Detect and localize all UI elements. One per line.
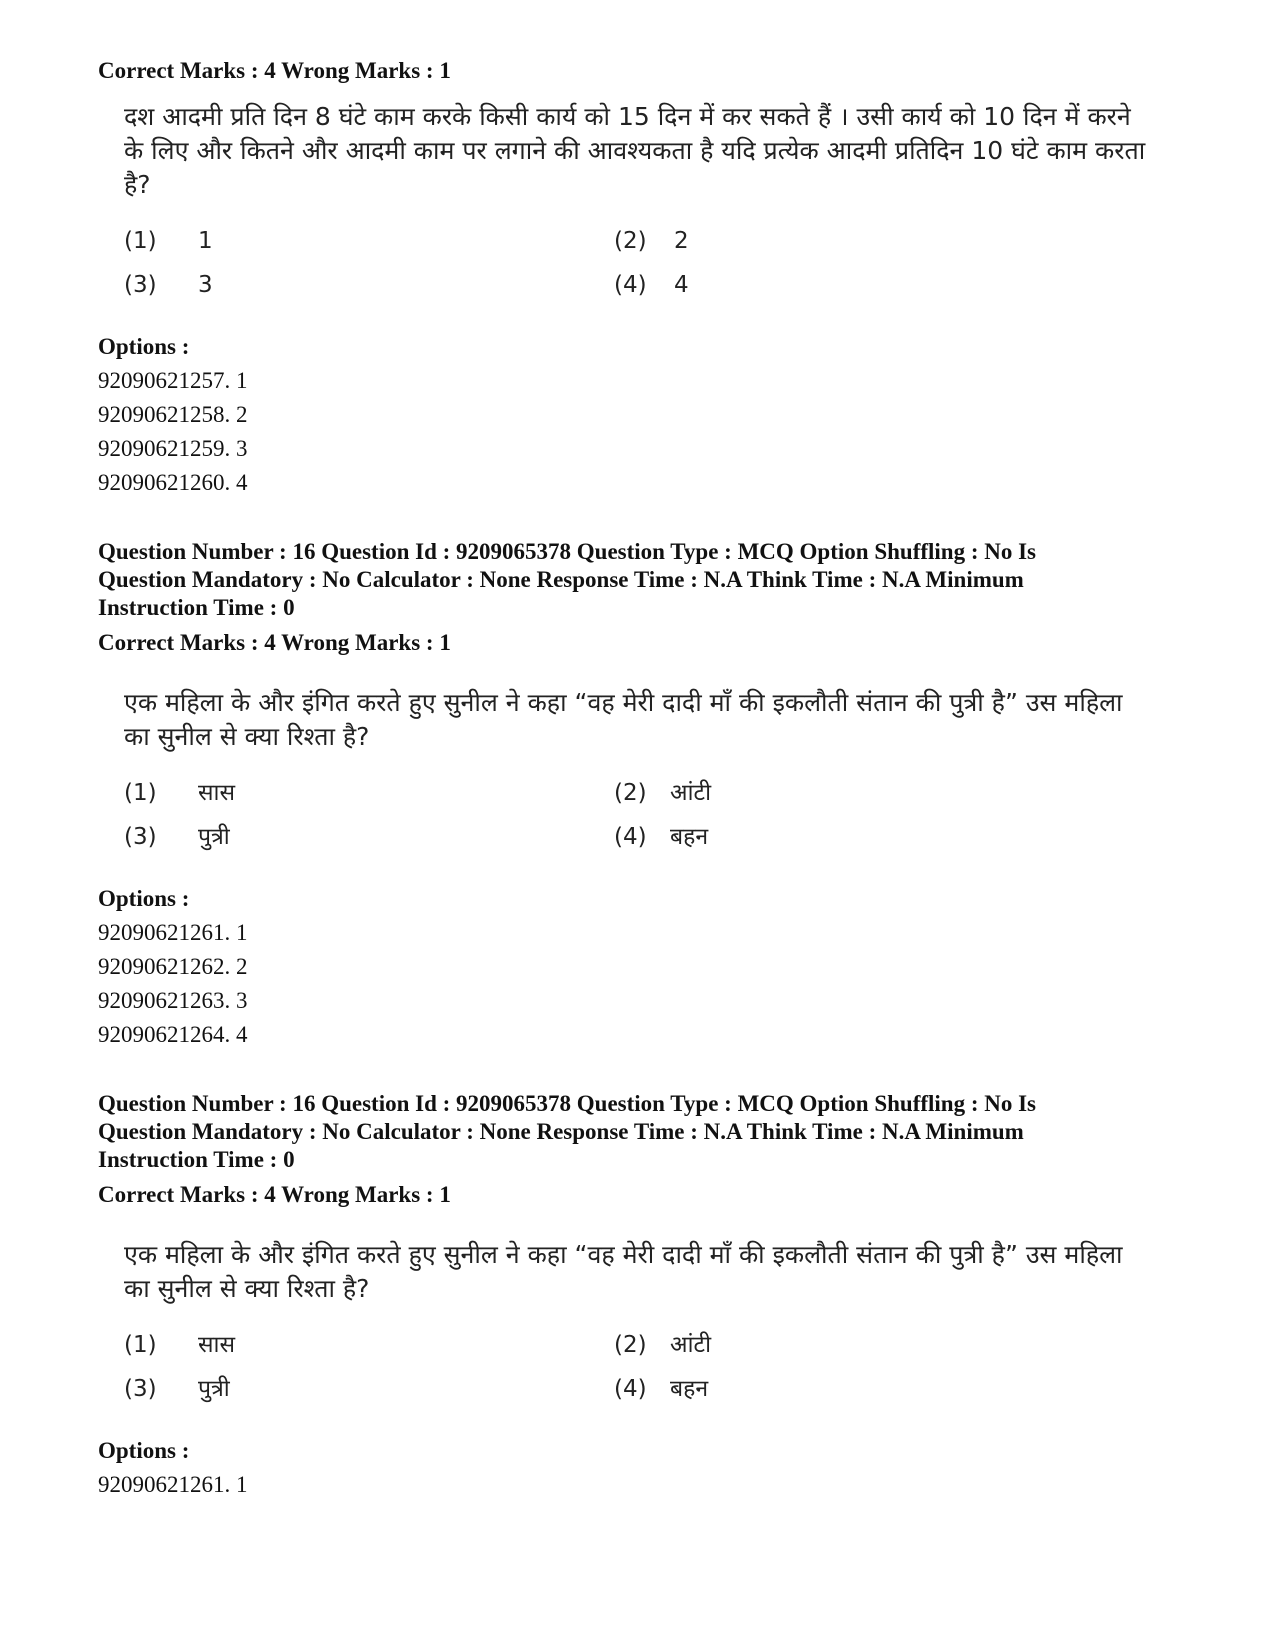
choice-number: (1) — [124, 1332, 157, 1358]
marks-line: Correct Marks : 4 Wrong Marks : 1 — [98, 58, 451, 83]
choice-item — [124, 1328, 614, 1362]
choice-text: सास — [198, 1332, 236, 1358]
choice-number: (2) — [614, 228, 647, 254]
question-meta-line: Instruction Time : 0 — [98, 1147, 295, 1172]
option-row: 92090621261. 1 — [98, 1472, 248, 1497]
choice-number: (1) — [124, 228, 157, 254]
option-row: 92090621264. 4 — [98, 1022, 248, 1047]
choice-text: पुत्री — [198, 824, 230, 850]
options-title: Options : — [98, 334, 190, 359]
choice-number: (3) — [124, 824, 157, 850]
question-text: दश आदमी प्रति दिन 8 घंटे काम करके किसी कार्य को 15 दिन में कर सकते हैं । उसी कार्य को 10 दिन में करने के लिए और कितने और आदमी काम पर लगाने की आवश्यकता है यदि प्रत्येक आदमी प्रतिदिन 10 घंटे काम करता है? — [124, 102, 1146, 199]
question-block — [124, 100, 1154, 302]
option-row: 92090621262. 2 — [98, 954, 248, 979]
question-meta-line: Question Mandatory : No Calculator : None Response Time : N.A Think Time : N.A Minimum — [98, 567, 1024, 592]
choice-text: 4 — [674, 272, 689, 298]
choice-number: (2) — [614, 1332, 647, 1358]
option-row: 92090621258. 2 — [98, 402, 248, 427]
question-meta-line: Question Number : 16 Question Id : 9209065378 Question Type : MCQ Option Shuffling : No Is — [98, 539, 1037, 564]
choice-number: (3) — [124, 272, 157, 298]
choice-text: पुत्री — [198, 1376, 230, 1402]
choice-item — [614, 776, 1104, 810]
options-title: Options : — [98, 886, 190, 911]
question-text: एक महिला के और इंगित करते हुए सुनील ने कहा “वह मेरी दादी माँ की इकलौती संतान की पुत्री है” उस महिला का सुनील से क्या रिश्ता है? — [124, 688, 1123, 751]
marks-line: Correct Marks : 4 Wrong Marks : 1 — [98, 1182, 451, 1207]
choice-item — [124, 776, 614, 810]
options-title: Options : — [98, 1438, 190, 1463]
option-row: 92090621259. 3 — [98, 436, 248, 461]
choice-item — [124, 820, 614, 854]
choice-item — [614, 820, 1104, 854]
question-meta-line: Question Number : 16 Question Id : 9209065378 Question Type : MCQ Option Shuffling : No Is — [98, 1091, 1037, 1116]
choice-item — [614, 1372, 1104, 1406]
question-text: एक महिला के और इंगित करते हुए सुनील ने कहा “वह मेरी दादी माँ की इकलौती संतान की पुत्री है” उस महिला का सुनील से क्या रिश्ता है? — [124, 1240, 1123, 1303]
choice-text: 3 — [198, 272, 213, 298]
question-meta-line: Instruction Time : 0 — [98, 595, 295, 620]
question-block — [124, 686, 1154, 854]
choice-text: 1 — [198, 228, 213, 254]
question-meta-line: Question Mandatory : No Calculator : None Response Time : N.A Think Time : N.A Minimum — [98, 1119, 1024, 1144]
choice-item — [124, 224, 614, 258]
marks-line: Correct Marks : 4 Wrong Marks : 1 — [98, 630, 451, 655]
choices-grid — [124, 224, 1154, 302]
choice-text: 2 — [674, 228, 689, 254]
question-section — [98, 538, 1178, 1052]
choice-number: (2) — [614, 780, 647, 806]
question-section — [98, 1090, 1178, 1502]
choice-text: सास — [198, 780, 236, 806]
choice-number: (1) — [124, 780, 157, 806]
choice-text: आंटी — [670, 780, 712, 806]
option-row: 92090621263. 3 — [98, 988, 248, 1013]
question-section — [98, 56, 1178, 500]
choice-item — [614, 1328, 1104, 1362]
option-row: 92090621257. 1 — [98, 368, 248, 393]
document-page — [98, 56, 1178, 1502]
choices-grid — [124, 776, 1154, 854]
choice-text: बहन — [670, 1376, 709, 1402]
choice-item — [124, 1372, 614, 1406]
option-row: 92090621261. 1 — [98, 920, 248, 945]
choice-item — [614, 268, 1104, 302]
choice-number: (3) — [124, 1376, 157, 1402]
option-row: 92090621260. 4 — [98, 470, 248, 495]
question-block — [124, 1238, 1154, 1406]
choice-text: बहन — [670, 824, 709, 850]
choice-text: आंटी — [670, 1332, 712, 1358]
choice-item — [614, 224, 1104, 258]
choice-number: (4) — [614, 272, 647, 298]
choices-grid — [124, 1328, 1154, 1406]
choice-number: (4) — [614, 1376, 647, 1402]
choice-number: (4) — [614, 824, 647, 850]
choice-item — [124, 268, 614, 302]
